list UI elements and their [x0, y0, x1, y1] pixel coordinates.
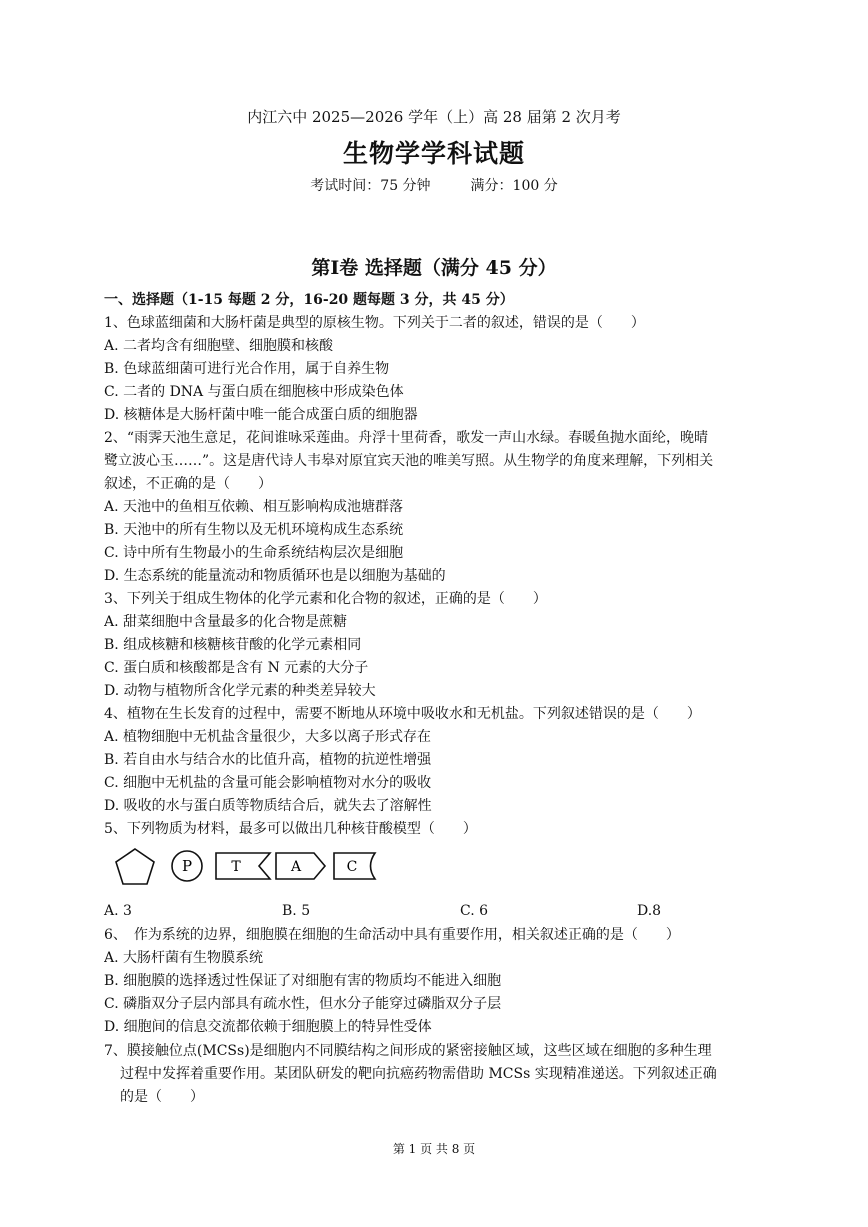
q2-stem-line3: 叙述，不正确的是（ ）: [104, 476, 272, 492]
q2-option-d: D. 生态系统的能量流动和物质循环也是以细胞为基础的: [104, 568, 446, 584]
q5-option-c: C. 6: [460, 903, 489, 919]
q2-option-c: C. 诗中所有生物最小的生命系统结构层次是细胞: [104, 545, 404, 561]
q2-stem-line2: 鹭立波心玉……”。这是唐代诗人韦皋对原宜宾天池的唯美写照。从生物学的角度来理解，下列相关: [104, 453, 714, 469]
q4-option-b: B. 若自由水与结合水的比值升高，植物的抗逆性增强: [104, 752, 432, 768]
q6-option-d: D. 细胞间的信息交流都依赖于细胞膜上的特异性受体: [104, 1019, 432, 1035]
q5-option-d: D.8: [637, 903, 662, 919]
nucleotide-parts-figure: [110, 846, 390, 886]
pentagon-sugar-shape: [116, 849, 154, 884]
q6-option-c: C. 磷脂双分子层内部具有疏水性，但水分子能穿过磷脂双分子层: [104, 996, 502, 1012]
q5-option-b: B. 5: [282, 903, 311, 919]
base-t-shape: [216, 853, 270, 879]
q2-stem-line1: 2、“雨霁天池生意足，花间谁咏采莲曲。舟浮十里荷香，歌发一声山水绿。春暖鱼抛水面纶，晚晴: [104, 430, 709, 446]
exam-header: 内江六中 2025—2026 学年（上）高 28 届第 2 次月考: [247, 108, 621, 126]
q4-option-d: D. 吸收的水与蛋白质等物质结合后，就失去了溶解性: [104, 798, 432, 814]
page-footer: 第 1 页 共 8 页: [392, 1142, 476, 1156]
section-title: 第Ⅰ卷 选择题（满分 45 分）: [311, 257, 557, 279]
exam-title: 生物学学科试题: [342, 139, 525, 168]
q3-stem: 3、下列关于组成生物体的化学元素和化合物的叙述，正确的是（ ）: [104, 591, 547, 607]
q2-option-a: A. 天池中的鱼相互依赖、相互影响构成池塘群落: [104, 499, 404, 515]
q1-stem: 1、色球蓝细菌和大肠杆菌是典型的原核生物。下列关于二者的叙述，错误的是（ ）: [104, 315, 645, 331]
q1-option-a: A. 二者均含有细胞壁、细胞膜和核酸: [104, 338, 334, 354]
q7-stem-line3: 的是（ ）: [120, 1089, 204, 1105]
part-heading: 一、选择题（1-15 每题 2 分，16-20 题每题 3 分，共 45 分）: [104, 292, 514, 308]
q5-stem: 5、下列物质为材料，最多可以做出几种核苷酸模型（ ）: [104, 821, 477, 837]
base-a-label: A: [290, 859, 302, 875]
q7-stem-line2: 过程中发挥着重要作用。某团队研发的靶向抗癌药物需借助 MCSs 实现精准递送。下列叙述正确: [120, 1066, 717, 1082]
q1-option-d: D. 核糖体是大肠杆菌中唯一能合成蛋白质的细胞器: [104, 407, 418, 423]
q3-option-a: A. 甜菜细胞中含量最多的化合物是蔗糖: [104, 614, 348, 630]
exam-time: 考试时间：75 分钟: [310, 178, 431, 194]
q6-option-a: A. 大肠杆菌有生物膜系统: [104, 950, 264, 966]
q5-option-a: A. 3: [104, 903, 132, 919]
q1-option-b: B. 色球蓝细菌可进行光合作用，属于自养生物: [104, 361, 390, 377]
base-c-label: C: [346, 859, 358, 875]
full-score: 满分：100 分: [470, 178, 558, 194]
q4-stem: 4、植物在生长发育的过程中，需要不断地从环境中吸收水和无机盐。下列叙述错误的是（ ）: [104, 706, 701, 722]
base-t-label: T: [231, 859, 241, 875]
q6-option-b: B. 细胞膜的选择透过性保证了对细胞有害的物质均不能进入细胞: [104, 973, 502, 989]
q2-option-b: B. 天池中的所有生物以及无机环境构成生态系统: [104, 522, 404, 538]
q3-option-d: D. 动物与植物所含化学元素的种类差异较大: [104, 683, 376, 699]
q4-option-a: A. 植物细胞中无机盐含量很少，大多以离子形式存在: [104, 729, 432, 745]
exam-info: [0, 175, 868, 195]
q1-option-c: C. 二者的 DNA 与蛋白质在细胞核中形成染色体: [104, 384, 404, 400]
phosphate-label: P: [181, 857, 193, 875]
q6-stem: 6、 作为系统的边界，细胞膜在细胞的生命活动中具有重要作用，相关叙述正确的是（ ）: [104, 927, 680, 943]
q3-option-b: B. 组成核糖和核糖核苷酸的化学元素相同: [104, 637, 362, 653]
q7-stem-line1: 7、膜接触位点(MCSs)是细胞内不同膜结构之间形成的紧密接触区域，这些区域在细胞的多种生理: [104, 1043, 712, 1059]
q4-option-c: C. 细胞中无机盐的含量可能会影响植物对水分的吸收: [104, 775, 432, 791]
q3-option-c: C. 蛋白质和核酸都是含有 N 元素的大分子: [104, 660, 369, 676]
